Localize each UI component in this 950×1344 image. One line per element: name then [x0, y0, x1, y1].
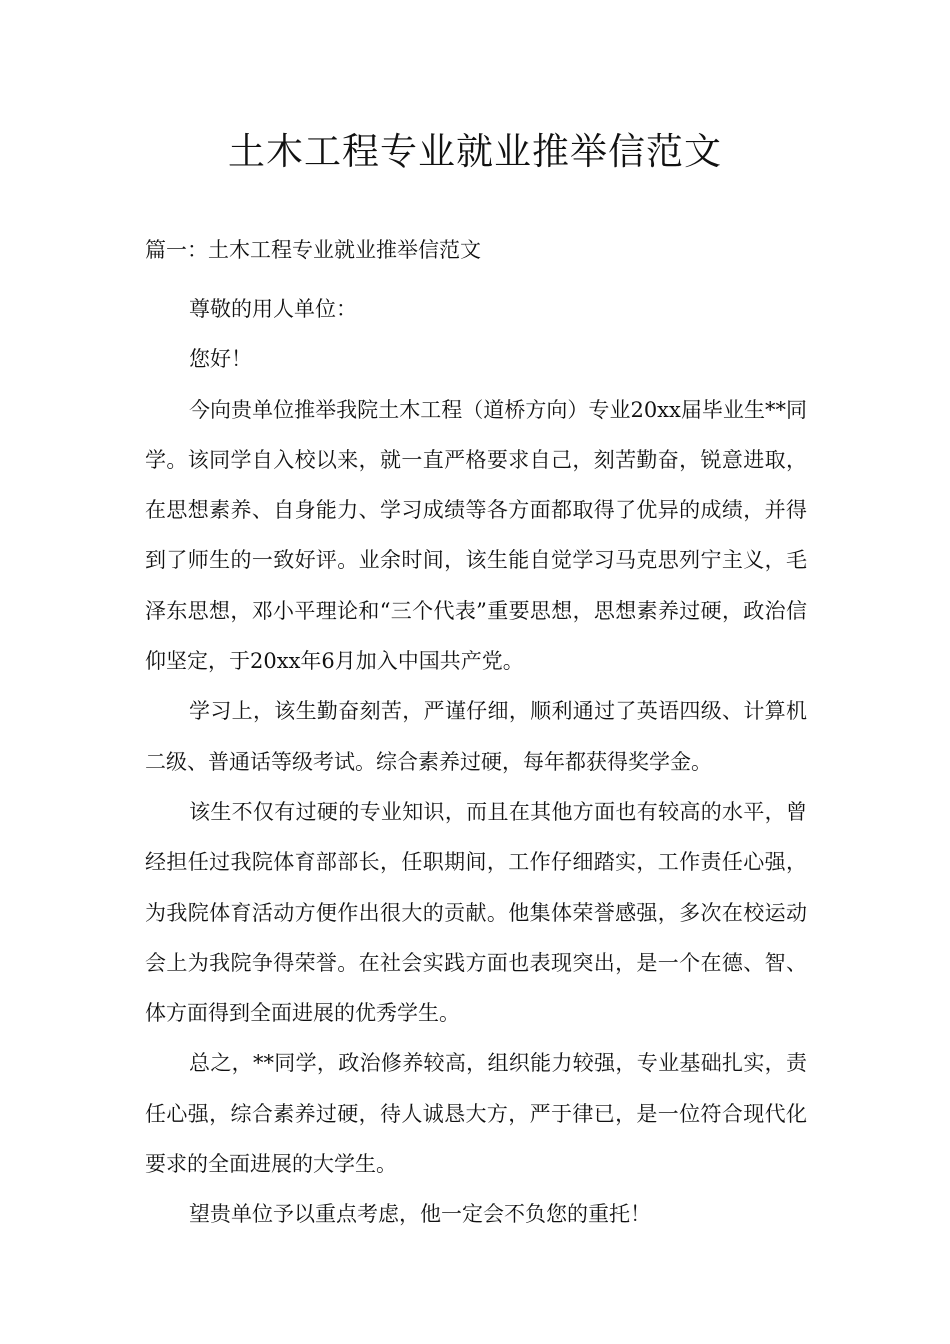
paragraph-study: 学习上，该生勤奋刻苦，严谨仔细，顺利通过了英语四级、计算机二级、普通话等级考试。综合素养过硬，每年都获得奖学金。	[145, 699, 807, 774]
paragraph-activities: 该生不仅有过硬的专业知识，而且在其他方面也有较高的水平，曾经担任过我院体育部部长，任职期间，工作仔细踏实，工作责任心强，为我院体育活动方便作出很大的贡献。他集体荣誉感强，多次在校运动会上为我院争得荣誉。在社会实践方面也表现突出，是一个在德、智、体方面得到全面进展的优秀学生。	[145, 799, 807, 1026]
greeting: 您好！	[189, 347, 252, 372]
closing-line: 望贵单位予以重点考虑，他一定会不负您的重托！	[189, 1202, 651, 1227]
section-heading: 篇一：土木工程专业就业推举信范文	[145, 238, 481, 262]
document-title: 土木工程专业就业推举信范文	[228, 130, 722, 173]
salutation: 尊敬的用人单位：	[189, 297, 357, 321]
paragraph-introduction: 今向贵单位推举我院土木工程（道桥方向）专业20xx届毕业生**同学。该同学自入校以来，就一直严格要求自己，刻苦勤奋，锐意进取，在思想素养、自身能力、学习成绩等各方面都取得了优异的成绩，并得到了师生的一致好评。业余时间，该生能自觉学习马克思列宁主义，毛泽东思想，邓小平理论和“三个代表”重要思想，思想素养过硬，政治信仰坚定，于20xx年6月加入中国共产党。	[145, 397, 807, 674]
paragraph-summary: 总之，**同学，政治修养较高，组织能力较强，专业基础扎实，责任心强，综合素养过硬，待人诚恳大方，严于律已，是一位符合现代化要求的全面进展的大学生。	[145, 1051, 807, 1177]
letter-body	[145, 284, 807, 1240]
